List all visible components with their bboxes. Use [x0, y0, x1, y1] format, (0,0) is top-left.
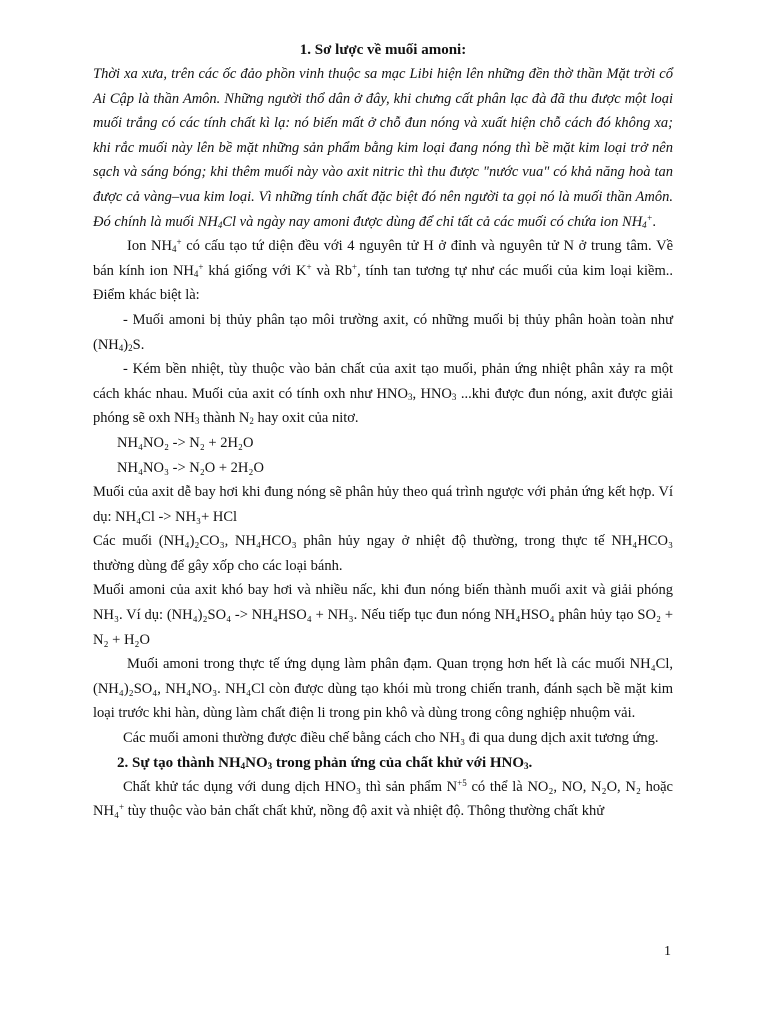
intro-text: Cl và ngày nay amoni được dùng để chỉ tất cả các muối có chứa ion NH [222, 213, 643, 230]
text: , HNO [412, 385, 452, 402]
subscript: 2 [128, 342, 133, 353]
text: S. [132, 336, 145, 353]
text: - Muối amoni bị thủy phân tạo môi trường axit, có những muối bị thủy phân hoàn toàn như (NH [93, 311, 673, 353]
heading-text: 2. Sự tạo thành NH [117, 754, 241, 771]
paragraph-carbonates: Các muối (NH₄)₂CO₃, NH₄HCO₃ phân hủy ngay ở nhiệt độ thường, trong thực tế NH₄HCO₃ thường dùng để gây xốp cho các loại bánh. [93, 533, 673, 574]
intro-paragraph [93, 62, 673, 234]
superscript: + [352, 261, 358, 272]
paragraph-reducing-agent [93, 775, 673, 824]
subscript: 3 [451, 391, 457, 402]
subscript: 3 [194, 416, 200, 427]
text: hay oxit của nitơ. [253, 410, 359, 427]
heading-text: NO [245, 754, 268, 771]
paragraph-applications: Muối amoni trong thực tế ứng dụng làm phân đạm. Quan trọng hơn hết là các muối NH₄Cl, (NH₄)₂SO₄, NH₄NO₃. NH₄Cl còn được dùng tạo khói mù trong chiến tranh, đánh sạch bề mặt kim loại trước khi hàn, dùng làm chất điện li trong pin khô và dùng trong công nghiệp nhuộm vải. [93, 656, 673, 722]
document-page [93, 38, 673, 824]
text: ) [123, 336, 129, 353]
paragraph-volatile-acid: Muối của axit dễ bay hơi khi đung nóng sẽ phân hủy theo quá trình ngược với phản ứng kết hợp. Ví dụ: NH₄Cl -> NH₃+ HCl [93, 484, 673, 525]
subscript: 2 [249, 416, 254, 427]
section-heading-2 [93, 751, 673, 775]
superscript: + [306, 261, 312, 272]
text: có cấu tạo tứ diện đều với 4 nguyên tử H ở đỉnh và nguyên tử N ở trung tâm. Về bán kính ion NH [93, 238, 673, 279]
subscript: 4 [642, 219, 647, 230]
subscript: 4 [240, 760, 246, 771]
subscript: 3 [407, 391, 413, 402]
intro-text: Thời xa xưa, trên các ốc đảo phồn vinh thuộc sa mạc Libi hiện lên những đền thờ thần Mặt trời cổ Ai Cập là thần Amôn. Những người thổ dân ở đây, khi chưng cất phân lạc đà đã thu được một loại muối trắng có các tính chất kì lạ: nó biến mất ở chỗ đun nóng và xuất hiện chỗ cách đó không xa; khi rắc muối này lên bề mặt những sản phẩm bằng kim loại đang nóng thì bề mặt kim loại trở nên sạch và sáng bóng; khi thêm muối này vào axit nitric thì thu được "nước vua" có khả năng hoà tan được cả vàng–vua kim loại. Vì những tính chất đặc biệt đó nên người ta gọi nó là muối thần Amôn. Đó chính là muối NH [93, 66, 673, 230]
text: , tính tan tương tự như các muối của kim loại kiềm.. Điểm khác biệt là: [93, 262, 674, 304]
section-heading-1: 1. Sơ lược về muối amoni: [299, 42, 467, 58]
paragraph-ion-structure [93, 234, 673, 308]
subscript: 4 [118, 342, 124, 353]
text: thành N [199, 410, 250, 427]
intro-text: . [652, 213, 657, 230]
text: tùy thuộc vào bản chất chất khử, nồng độ axit và nhiệt độ. Thông thường chất khử [124, 803, 605, 820]
subscript: 4 [193, 268, 199, 279]
page-number: 1 [664, 944, 671, 959]
text: khá giống với K [203, 262, 307, 279]
superscript: + [119, 802, 125, 813]
heading-text: trong phản ứng của chất khử với HNO [272, 754, 525, 771]
heading-text: . [528, 754, 533, 771]
text: và Rb [311, 262, 352, 279]
subscript: 3 [267, 760, 273, 771]
paragraph-hydrolysis [93, 308, 673, 357]
superscript: + [198, 261, 204, 272]
subscript: 4 [217, 219, 223, 230]
text: ...khi được đun nóng, axit được giải phóng sẽ oxh NH [93, 385, 673, 427]
superscript: +5 [457, 777, 467, 788]
subscript: 4 [171, 244, 177, 255]
subscript: 3 [524, 760, 529, 771]
text: có thể là NO₂, NO, N₂O, N₂ hoặc NH₄ [93, 778, 673, 820]
paragraph-preparation: Các muối amoni thường được điều chế bằng cách cho NH₃ đi qua dung dịch axit tương ứng. [123, 730, 659, 747]
superscript: + [646, 212, 653, 223]
text: Ion NH [127, 238, 172, 255]
text: Chất khử tác dụng với dung dịch HNO₃ thì sản phẩm N [123, 778, 458, 795]
equation-1: NH₄NO₂ -> N₂ + 2H₂O [117, 434, 254, 451]
paragraph-thermal [93, 357, 673, 431]
text: - Kém bền nhiệt, tùy thuộc vào bản chất của axit tạo muối, phản ứng nhiệt phân xảy ra một cách khác nhau. Muối của axit có tính oxh như HNO [93, 361, 673, 402]
equation-2: NH₄NO₃ -> N₂O + 2H₂O [117, 459, 264, 476]
superscript: + [176, 237, 182, 248]
paragraph-nonvolatile-acid: Muối amoni của axit khó bay hơi và nhiều nấc, khi đun nóng biến thành muối axit và giải phóng NH₃. Ví dụ: (NH₄)₂SO₄ -> NH₄HSO₄ + NH₃. Nếu tiếp tục đun nóng NH₄HSO₄ phân hủy tạo SO₂ + N₂ + H₂O [93, 582, 673, 648]
